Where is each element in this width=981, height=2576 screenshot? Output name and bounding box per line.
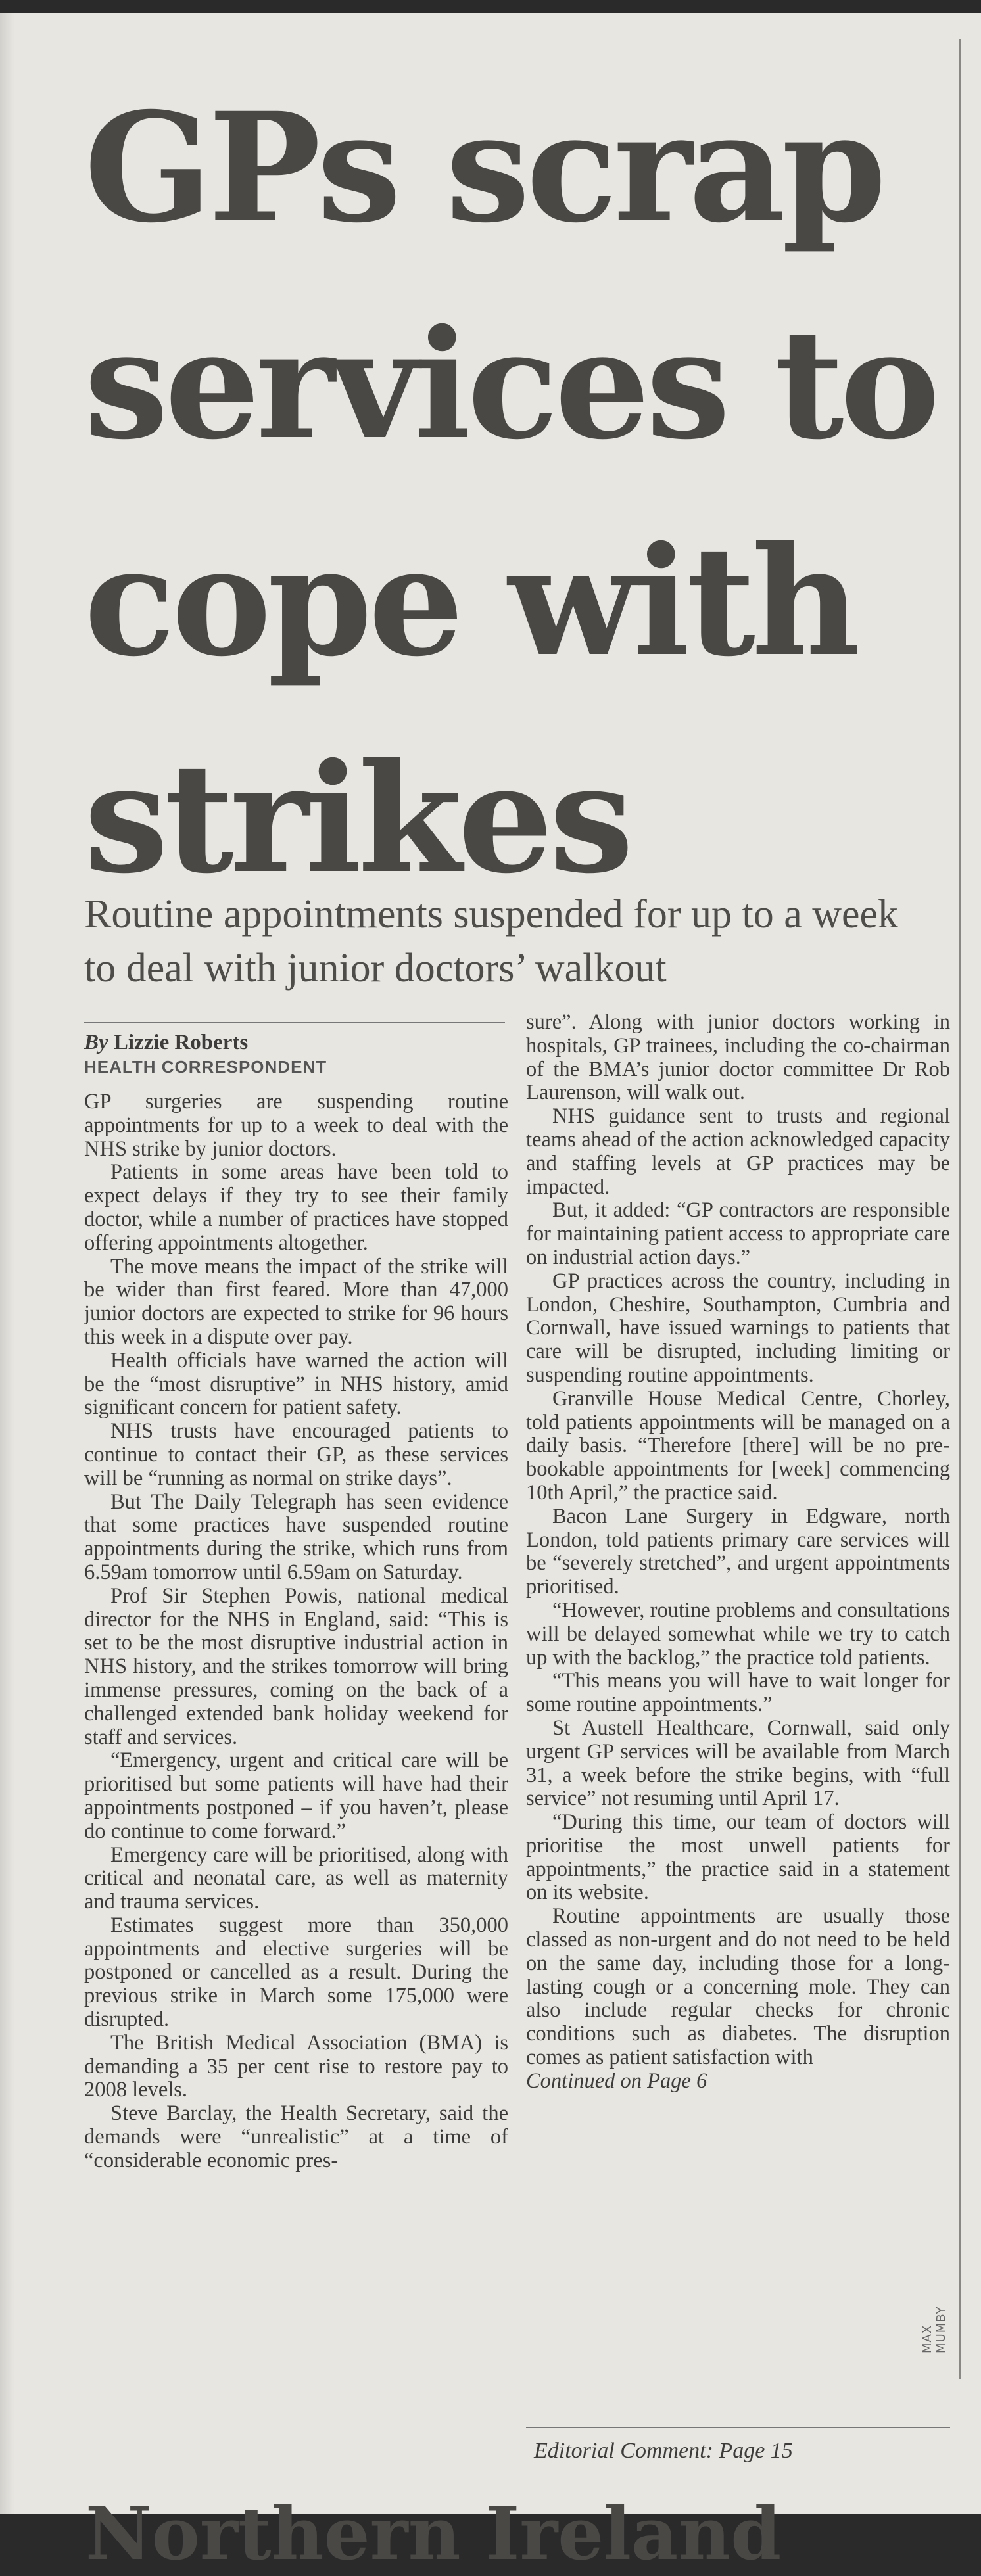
article-column-2 — [526, 1011, 950, 2094]
article-paragraph: The British Medical Association (BMA) is demanding a 35 per cent rise to restore pay to 2008 levels. — [84, 2030, 508, 2102]
article-paragraph: NHS guidance sent to trusts and regional teams ahead of the action acknowledged capacity and staffing levels at GP practices may be impacted. — [526, 1104, 950, 1199]
byline-prefix: By — [84, 1031, 108, 1054]
editorial-rule — [526, 2427, 950, 2428]
page-fold-shadow — [0, 13, 14, 2514]
article-paragraph: Routine appointments are usually those classed as non-urgent and do not need to be held on the same day, including those for a long-lasting cough or a concerning mole. They can also include regular checks for chronic conditions such as diabetes. The disruption comes as patient satisfaction with — [526, 1904, 950, 2070]
article-paragraph: Health officials have warned the action will be the “most disruptive” in NHS history, amid significant concern for patient safety. — [84, 1348, 508, 1420]
article-paragraph: GP practices across the country, including in London, Cheshire, Southampton, Cumbria and Cornwall, have issued warnings to patients that care will be disrupted, including limiting or suspending routine appointments. — [526, 1269, 950, 1387]
article-paragraph: NHS trusts have encouraged patients to continue to contact their GP, as these services will be “running as normal on strike days”. — [84, 1419, 508, 1490]
article-paragraph: Bacon Lane Surgery in Edgware, north London, told patients primary care services will be “severely stretched”, and urgent appointments prioritised. — [526, 1504, 950, 1599]
article-paragraph: Estimates suggest more than 350,000 appointments and elective surgeries will be postponed or cancelled as a result. During the previous strike in March some 175,000 were disrupted. — [84, 1913, 508, 2032]
article-paragraph: Prof Sir Stephen Powis, national medical director for the NHS in England, said: “This is set to be the most disruptive industrial action in NHS history, and the strikes tomorrow will bring immense pressures, coming on the back of a challenged extended bank holiday weekend for staff and services. — [84, 1583, 508, 1749]
article-paragraph: The move means the impact of the strike will be wider than first feared. More than 47,000 junior doctors are expected to strike for 96 hours this week in a dispute over pay. — [84, 1254, 508, 1349]
next-article-headline: Northern Ireland — [85, 2491, 782, 2576]
article-paragraph: GP surgeries are suspending routine appointments for up to a week to deal with the NHS strike by junior doctors. — [84, 1090, 508, 1161]
newspaper-page — [0, 13, 981, 2576]
article-paragraph: “This means you will have to wait longer for some routine appointments.” — [526, 1669, 950, 1717]
article-paragraph: “During this time, our team of doctors will prioritise the most unwell patients for appointments,” the practice said in a statement on its website. — [526, 1810, 950, 1905]
photo-credit: MAX MUMBY — [921, 2306, 948, 2353]
column-1-body — [84, 1090, 508, 2173]
byline — [84, 1030, 508, 1055]
article-paragraph: St Austell Healthcare, Cornwall, said only urgent GP services will be available from March 31, a week before the strike begins, with “full service” not resuming until April 17. — [526, 1716, 950, 1811]
article-paragraph: “However, routine problems and consultations will be delayed somewhat while we try to catch up with the backlog,” the practice told patients. — [526, 1598, 950, 1670]
article-paragraph: Steve Barclay, the Health Secretary, said the demands were “unrealistic” at a time of “considerable economic pres- — [84, 2101, 508, 2172]
continued-note: Continued on Page 6 — [526, 2069, 707, 2093]
editorial-comment: Editorial Comment: Page 15 — [534, 2439, 793, 2463]
author-name: Lizzie Roberts — [113, 1031, 249, 1054]
article-paragraph: But The Daily Telegraph has seen evidence that some practices have suspended routine appointments during the strike, which runs from 6.59am tomorrow until 6.59am on Saturday. — [84, 1489, 508, 1584]
article-paragraph: sure”. Along with junior doctors working in hospitals, GP trainees, including the co-chairman of the BMA’s junior doctor committee Dr Rob Laurenson, will walk out. — [526, 1010, 950, 1105]
column-2-body — [526, 1011, 950, 2070]
article-paragraph: Granville House Medical Centre, Chorley, told patients appointments will be managed on a daily basis. “Therefore [there] will be no pre-bookable appointments for [week] commencing 10th April,” the practice said. — [526, 1386, 950, 1505]
headline: GPs scrap services to cope with strikes — [84, 80, 936, 906]
article-paragraph: Patients in some areas have been told to expect delays if they try to see their family doctor, while a number of practices have stopped offering appointments altogether. — [84, 1160, 508, 1255]
byline-rule — [84, 1022, 505, 1023]
article-paragraph: “Emergency, urgent and critical care will be prioritised but some patients will have had their appointments postponed – if you haven’t, please do continue to come forward.” — [84, 1748, 508, 1843]
column-rule — [959, 39, 961, 2379]
article-paragraph: Emergency care will be prioritised, along with critical and neonatal care, as well as maternity and trauma services. — [84, 1842, 508, 1914]
article-paragraph: But, it added: “GP contractors are responsible for maintaining patient access to appropriate care on industrial action days.” — [526, 1198, 950, 1269]
article-column-1 — [84, 1022, 508, 2173]
author-role: HEALTH CORRESPONDENT — [84, 1057, 327, 1077]
standfirst: Routine appointments suspended for up to a week to deal with junior doctors’ walkout — [84, 892, 899, 991]
